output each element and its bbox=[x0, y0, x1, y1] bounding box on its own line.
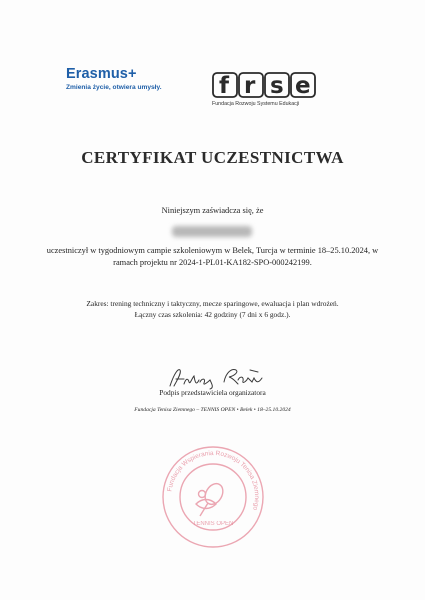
footer-line: Fundacja Tenisa Ziemnego – TENNIS OPEN • Belek • 18–25.10.2024 bbox=[134, 407, 291, 413]
certificate-intro: Niniejszym zaświadcza się, że bbox=[161, 206, 264, 215]
redacted-participant-name bbox=[172, 226, 252, 237]
frse-mark-icon bbox=[212, 72, 317, 100]
stamp-inner-text: TENNIS OPEN bbox=[192, 521, 234, 527]
svg-text:e: e bbox=[295, 73, 311, 99]
stamp-text: Fundacja Wspierania Rozwoju Tenisa Ziemnego bbox=[166, 449, 261, 511]
certificate-scope-block bbox=[70, 298, 355, 320]
svg-text:s: s bbox=[270, 73, 284, 99]
certificate-duration: Łączny czas szkolenia: 42 godziny (7 dni x 6 godz.). bbox=[134, 310, 291, 319]
signature-image bbox=[166, 364, 266, 390]
signature-label: Podpis przedstawiciela organizatora bbox=[159, 388, 266, 397]
erasmus-tagline: Zmienia życie, otwiera umysły. bbox=[66, 84, 162, 91]
organization-stamp bbox=[158, 442, 268, 552]
svg-text:f: f bbox=[219, 73, 230, 99]
erasmus-name: Erasmus+ bbox=[66, 66, 137, 82]
certificate-scope: Zakres: trening techniczny i taktyczny, mecze sparingowe, ewaluacja i plan wdrożeń. bbox=[86, 299, 339, 308]
frse-caption: Fundacja Rozwoju Systemu Edukacji bbox=[212, 101, 300, 107]
erasmus-logo bbox=[66, 66, 162, 91]
certificate-title: CERTYFIKAT UCZESTNICTWA bbox=[81, 148, 344, 167]
certificate-description: uczestniczył w tygodniowym campie szkoleniowym w Belek, Turcja w terminie 18–25.10.2024, w ramach projektu nr 2024-1-PL01-KA182-SPO-000242199. bbox=[46, 246, 379, 268]
svg-text:r: r bbox=[244, 73, 256, 99]
frse-logo bbox=[212, 72, 322, 107]
